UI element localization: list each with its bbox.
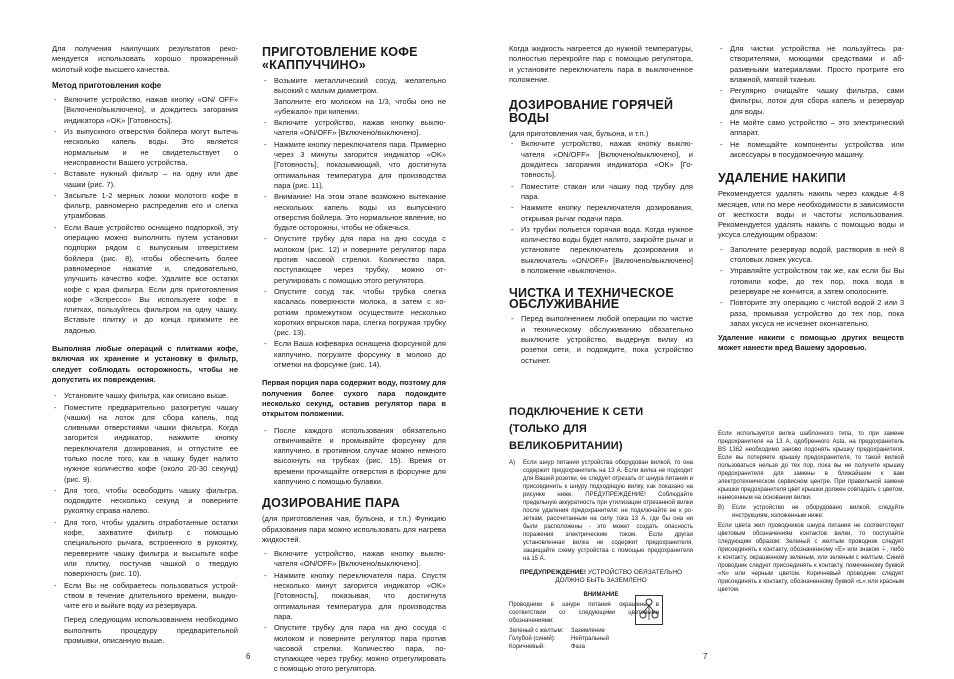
earth-warning-text: УСТРОЙСТВО ОБЯЗАТЕЛЬНО ДОЛЖНО БЫТЬ ЗАЗЕМЛЕНО (555, 568, 683, 584)
connection-b-text: Если устройство не оборудовано вилкой, следуйте инструкциям, изложенным ниже: (732, 504, 904, 519)
descale-heading: УДАЛЕНИЕ НАКИПИ (718, 171, 846, 186)
list-item: - Перед выполнением любой операции по чистке и техническому обслуживанию обязательно выключите устройство, выдернув вилку из розетки сети, и подождите, пока устройство остынет. (521, 314, 693, 365)
column-2 (262, 44, 446, 679)
list-item: - Не помещайте компоненты устройства или аксессуары в посудомоечную машину. (730, 140, 904, 161)
list-item: - Опустите трубку для пара на дно сосуда с молоком (рис. 12) и поверните регулятор пара против часовой стрелки. Количество пара, поступающее через трубку, можно отрегулировать с помощью этого регулятора. (274, 234, 446, 285)
method-steps-2 (52, 391, 238, 611)
cleaning-heading: ЧИСТКА И ТЕХНИЧЕСКОЕ ОБСЛУЖИВАНИЕ (509, 286, 674, 312)
list-item: - Если Вы не собираетесь пользоваться устройством в течение длительного времени, выкдючите его и выйьте воду из резервуара. (64, 581, 238, 612)
list-item: - Для того, чтобы освободить чашку фильтра, подождите несколько секунд и поверните рукоятку справа налево. (64, 486, 238, 517)
earth-warning-bold: ПРЕДУПРЕЖДЕНИЕ! (519, 568, 587, 576)
list-item: - Поместите предварительно разогретую чашку (чашки) на лоток для сбора капель, под сливными отверстиями чашки фильтра. Когда загорится индикатор, нажмите кнопку переключателя дозирования, и отпустите ее только после того, как в чашку будет налито нужное количество кофе (около 20-30 секунд) (рис. 9). (64, 403, 238, 485)
cleaning-steps-2 (718, 44, 904, 160)
column-1 (52, 44, 238, 650)
steam-steps (262, 549, 446, 675)
list-item: - Засыпьте 1-2 мерных ложки молотого кофе в фильтр, равномерно распределив его и слегка утрамбовав. (64, 191, 238, 222)
connection-a (509, 459, 693, 563)
connection-b (718, 504, 904, 520)
wire-row: Коричневый: Фаза (509, 643, 585, 650)
list-item: - Включите устройство, нажав кнопку выключателя «ON/OFF» [Включено/выключено], и дождитесь загорания индикатора «OK» [Готовность]. (521, 139, 693, 180)
label-b: B) (718, 504, 724, 511)
warning-text: Выполняя любые операций с плитками кофе, включая их хранение и установку в фильтр, следует соблюдать осторожность, чтобы не допустить их повреждения. (52, 344, 238, 384)
milk-note: Заполните его молоком на 1/3, чтобы оно не «убежало» при кипении. (274, 96, 446, 116)
list-item: - Включите устройство, нажав кнопку выключателя «ON/OFF» [Включено/выключено]. (274, 118, 446, 139)
wiring-text: Если цвета жил проводников шнура питания не соответствуют цветовым обозначениям контактов вилки, то поступайте следующим образом: Зеленый с желтым проводник следует присоединять к контакту, обозначенному «E» или знаком ⏚, либо к контакту, окрашенному зеленым, или зеленым с желтым. Синий проводник следует присоединять к контакту, помеченному буквой «N» или черным цветом. Коричневый проводник следует присоединять к контакту, обозначенному буквой «L» или красным цветом. (718, 522, 904, 593)
list-item: - Внимание! На этом этапе возможно вытекание нескольких капель воды из выпускного отверстия бойлера. Это нормальное явление, но будьте осторожны, чтобы не обжечься. (274, 192, 446, 233)
list-item: - Вставьте нужный фильтр – на одну или две чашки (рис. 7). (64, 169, 238, 190)
list-item: - Регулярно очищайте чашку фильтра, сами фильтры, лоток для сбора капель и резервуар для воды. (730, 86, 904, 117)
plug-diagram-icon (635, 595, 663, 625)
closing-text: Перед следующим использованием необходимо выполнить процедуру предварительной промывки, описанную выше. (64, 615, 238, 646)
list-item: - Нажмите кнопку переключателя пара. Примерно через 3 минуты загорится индикатор «OK» [Готовность], показывающий, что достигнута оптимальная температура для производства пара (рис. 11). (274, 140, 446, 191)
connection-heading: ПОДКЛЮЧЕНИЕ К СЕТИ (ТОЛЬКО ДЛЯ ВЕЛИКОБРИТАНИИ) (509, 405, 644, 452)
attention-heading: ВНИМАНИЕ (583, 591, 619, 598)
descale-steps (718, 245, 904, 329)
fuse-text: Если используется вилка шаблонного типа, то при замене предохранителя на 13 А, одобренного Asta, на предохранитель BS 1362 необходимо заново подонять крышку предохранителя. Если вы потеряете крышку предохранителя, то такой вилкой пользоваться нельзя до тех пор, пока вы не получите крышку предохранителя для замены в ближайшем к вам электротехническом сервисном центре. При правильной замене крышки предохранителя цвет крышки должен совпадать с цветом, нанесенным на основании вилки. (718, 430, 904, 501)
hot-water-subtitle: (для приготовления чая, бульона, и т.п.) (509, 129, 649, 139)
list-item: - Опустите сосуд так, чтобы трубка слегка касалась поверхности молока, а затем с коротким промежутком осуществите несколько коротких впрысков пара, слегка погружая трубку (рис. 13). (274, 287, 446, 338)
wire-row: Голубой (синий): Нейтральный (509, 635, 610, 642)
descale-intro: Рекомендуется удалять накипь через каждые 4-8 месяцев, или по мере необходимости в зависимости от жесткости воды и частоты использования. Рекомендуется удалять накипь с помощью воды и уксуса следующим образом: (718, 189, 904, 240)
steam-subtitle: (для приготовления чая, бульона, и т.п.) Функцию образования пара можно использовать для нагрева жидкостей. (262, 514, 446, 544)
after-use-list (262, 426, 446, 488)
list-item: - Управляйте устройством так же, как если бы Вы готовили кофе, до тех пор, пока вода в резервуаре не кончится, а затем ополосните. (730, 266, 904, 297)
list-item: - Если Ваше устройство оснащено подпоркой, эту операцию можно выполнить путем установки подпорки рядом с выпускным отверстием бойлера (рис. 8), чтобы обеспечить более равномерное нажатие и, следовательно, улучшить качество кофе. Удалите все остатки кофе с края фильтра. Если для приготовления кофе «Эспрессо» Вы используете кофе в плитках, пользуйтесь фильтром на одну чашку. Вставьте плитку и до конца прижмите ее ладонью. (64, 223, 238, 336)
column-3 (509, 44, 693, 651)
list-item: - Если Ваша кофеварка оснащена форсункой для каппучино, погрузите форсунку в молоко до отметки на форсунке (рис. 14). (274, 339, 446, 370)
steam-heading: ДОЗИРОВАНИЕ ПАРА (262, 496, 401, 511)
cappuccino-steps (262, 76, 446, 370)
steam-bold-note: Первая порция пара содержит воду, позтому для получения более сухого пара подождите несколько секунд, оставив регулятор пара в открытом положении. (262, 378, 446, 419)
list-item: - Для чистки устройства не пользуйтесь растворителями, моющими средствами и абразивными материалами. Просто протрите его влажной, мягкой тканью. (730, 44, 904, 85)
list-item: - Опустите трубку для пара на дно сосуда с молоком и поверните регулятор пара против часовой стрелки. Количество пара, поступающее через трубку, можно отрегулировать с помощью этого регулятора. (274, 623, 446, 674)
method-steps (52, 95, 238, 336)
method-heading: Метод приготовления кофе (52, 80, 162, 90)
column-4 (718, 44, 904, 596)
wire-row: Зеленый с желтым: Заземление (509, 627, 605, 634)
page-number-right: 7 (703, 652, 708, 661)
earth-warning (509, 569, 693, 651)
list-item: - Из выпускного отверстия бойлера могут вытечь несколько капель воды. Это является нормальным и не свидетельствует о неисправности Вашего устройства. (64, 127, 238, 168)
label-a: A) (509, 459, 515, 466)
list-item: - Нажмите кнопку переключателя пара. Спустя несколько минут загорится индикатор «OK» [Готовность], показывая, что достигнута оптимальная температура для производства пара. (274, 571, 446, 622)
descale-warning: Удаление накипи с помощью других веществ может нанести вред Вашему здоровью. (718, 333, 904, 353)
list-item: - Включите устройство, нажав кнопку выключателя «ON/OFF» [Включено/выключено]. (274, 549, 446, 570)
list-item: - Из трубки польется горячая вода. Когда нужное количество воды будет налито, закройте рычаг и установите переключатель дозирования и выключатель «ON/OFF» [Включено/выключено] в положение «выключено». (521, 225, 693, 276)
list-item: - Заполните резервуар водой, растворив в ней 8 столовых ложек уксуса. (730, 245, 904, 266)
intro-text: Для получения наилучших результатов рекомендуется использовать хорошо прожаренный молотый кофе высшего качества. (52, 44, 238, 74)
list-item: - Не мойте само устройство – это электрический аппарат. (730, 118, 904, 139)
list-item: - Повторите эту операцию с чистой водой 2 или 3 раза, промывая устройство до тех пор, пока запах уксуса не исчезнет окончательно. (730, 298, 904, 329)
list-item: - Поместите стакан или чашку под трубку для пара. (521, 182, 693, 203)
fuse-instructions (718, 430, 904, 594)
cappuccino-heading: ПРИГОТОВЛЕНИЕ КОФЕ «КАППУЧЧИНО» (262, 45, 418, 72)
col3-intro: Когда жидкость нагреется до нужной температуры, полностью перекройте пар с помощью регулятора, и установите переключатель пара в выключенное положение. (509, 44, 693, 84)
connection-a-text: Если шнур питания устройства оборудован вилкой, то она содержит предохранитель на 13 А. Если вилка не подходит для Вашей розетки, ее следует отрезать от шнура питания и присоединить к шнуру подходящую вилку, как показано на рисунке ниже. ПРЕДУПРЕЖДЕНИЕ! Соблюдайте предельную аккуратность при утилизации отрезанной вилки после удаления предохранителя: не подключайте ее к розеткам, рассчитанным на силу тока 13 А, где бы она ни были расположены - это может создать опасность поражения электрическим током. Если другая установленная вилка не содержит предохранителя, защищайте схему устройства с помощью предохранителя на 15 А. (523, 459, 693, 562)
list-item: - Возьмите металлический сосуд, желательно высокий с малым диаметром. Заполните его молоком на 1/3, чтобы оно не «убежало» при кипении. (274, 76, 446, 117)
list-item: - Включите устройство, нажав кнопку «ON/ OFF» [Включено/выключено], и дождитесь загорания индикатора «OK» [Готовность]. (64, 95, 238, 126)
hot-water-heading: ДОЗИРОВАНИЕ ГОРЯЧЕЙ ВОДЫ (509, 98, 674, 126)
cleaning-steps (509, 314, 693, 365)
page-number-left: 6 (246, 652, 251, 661)
hot-water-steps (509, 139, 693, 276)
wires-intro: Проводники в шнуре питания окрашены в соответствии со следующими цветовыми обозначениями: (509, 601, 659, 624)
list-item: - Установите чашку фильтра, как описано выше. (64, 391, 238, 401)
list-item: - После каждого использования обязательно отвинчивайте и промывайте форсунку для каппучино, в противном случае можно немного высохнуть на трубках (рис. 15). Время от времени прочищайте отверстия в форсунке для каппучино с помощью булавки. (274, 426, 446, 488)
list-item: - Для того, чтобы удалить отработанные остатки кофе, захватите фильтр с помощью специального рычага, встроенного в рукоятку, переверните чашку фильтра и выcыпьте кофе или плитку, постучав чашкой о твердую поверхность (рис. 10). (64, 518, 238, 580)
list-item: - Нажмите кнопку переключателя дозирования, открывая рычаг подачи пара. (521, 203, 693, 224)
